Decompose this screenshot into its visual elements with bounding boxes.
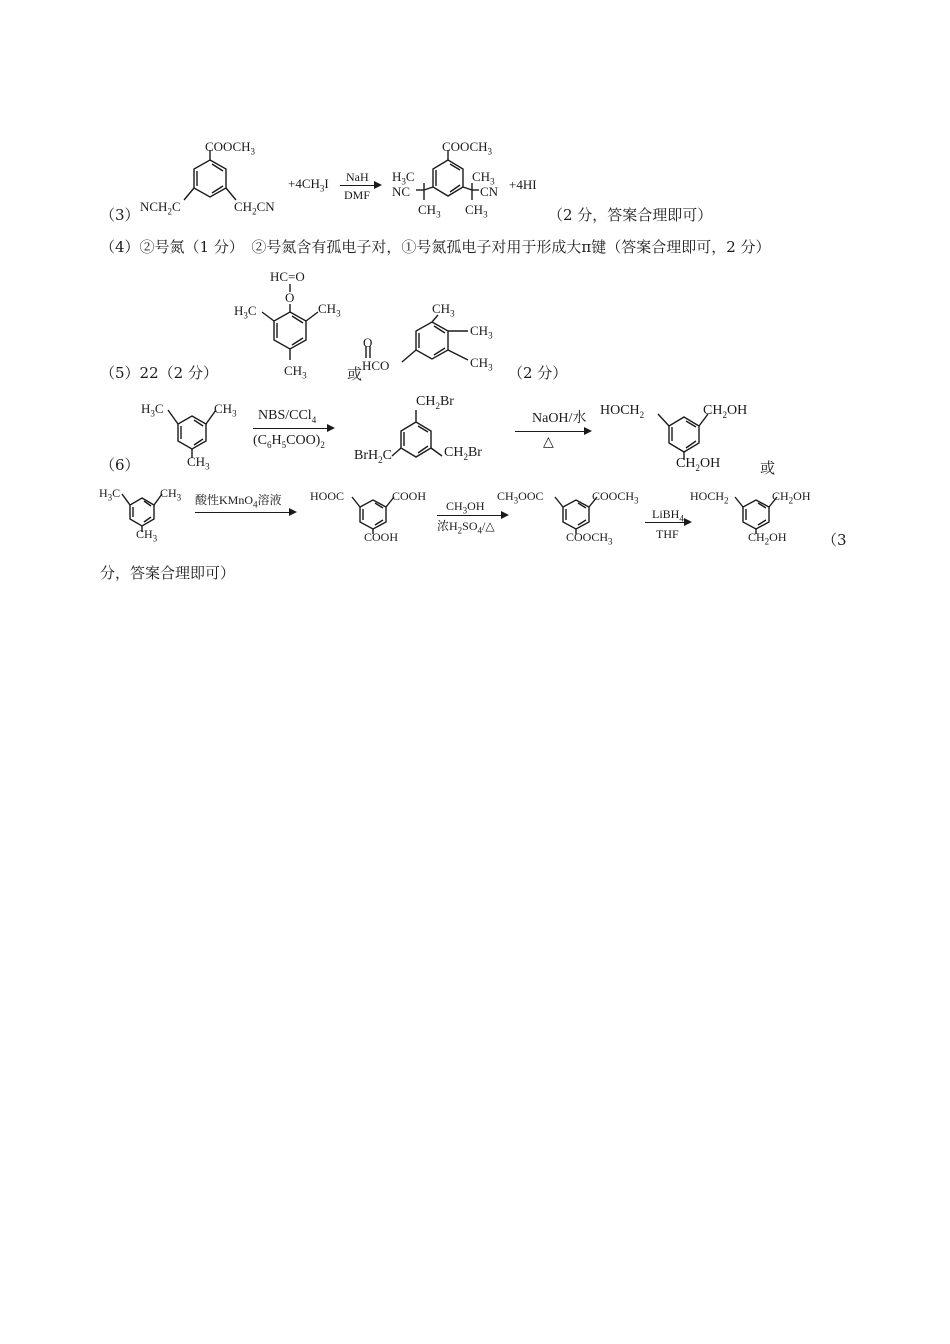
q6-route2-arrow1-top: 酸性KMnO$_4$溶液 <box>195 493 282 510</box>
q3-product-left-methyl-2: $CH_3$ <box>418 202 441 220</box>
q6-route2-arrow3-top: LiBH$_4$ <box>652 507 684 524</box>
q6-route1-start-bottom-methyl: $CH_3$ <box>187 454 210 472</box>
q3-score: （2 分，答案合理即可） <box>548 206 713 224</box>
q6-route1-start-left-methyl: $H_3C$ <box>141 401 164 419</box>
q5-molecule-1-oxygen: O <box>285 290 295 305</box>
q6-route2-acid-bottom: COOH <box>364 530 399 544</box>
q5-or: 或 <box>347 365 363 383</box>
q5-molecule-1-formyl: HC=O <box>270 269 305 284</box>
q3-arrow-top: NaH <box>346 170 369 184</box>
q3-reactant-top-group: $COOCH_3$ <box>205 139 256 157</box>
q6-route2-acid-left: HOOC <box>310 489 345 503</box>
q5-molecule-1-bottom-methyl: $CH_3$ <box>284 363 307 381</box>
q3-product-right-methyl-2: $CH_3$ <box>465 202 488 220</box>
q6-route2-arrow2-bottom: 浓$H_2SO_4/\triangle$ <box>437 519 495 536</box>
q6-route1-tribromide-top: $CH_2Br$ <box>416 394 454 411</box>
q6-route1-tribromide-left: BrH$_2$C <box>354 448 392 465</box>
q5-score: （2 分） <box>508 364 568 382</box>
q6-score-start: （3 <box>822 531 847 549</box>
q6-route1-arrow2-top: NaOH/水 <box>532 411 587 426</box>
q6-route2-triol-right: $CH_2OH$ <box>772 489 811 506</box>
q3-product-left-methyl-1: $H_3C$ <box>392 169 415 187</box>
q3-product-top-group: $COOCH_3$ <box>442 139 493 157</box>
q3-reagent: $+4CH_3I$ <box>288 176 329 194</box>
q6-route1-triol-left: $HOCH_2$ <box>600 403 645 420</box>
q5-molecule-1-right-methyl: $CH_3$ <box>318 301 341 319</box>
q6-route1-or: 或 <box>760 459 776 477</box>
q3-label: （3） <box>100 206 140 224</box>
q3-product-left-cyano: NC <box>392 184 411 199</box>
q5-label: （5）22（2 分） <box>100 364 218 382</box>
q3-reactant-left-group: $NCH_2C$ <box>140 199 181 217</box>
q6-route2-start-right-methyl: $CH_3$ <box>160 486 182 503</box>
q6-route1-triol-right: $CH_2OH$ <box>703 403 748 420</box>
q6-route1-arrow2-bottom: △ <box>543 435 554 450</box>
q6-route2-acid-right: COOH <box>392 489 427 503</box>
q3-product-right-cyano: CN <box>480 184 499 199</box>
q3-byproduct: +4HI <box>509 177 537 192</box>
q5-molecule-2-top-methyl: $CH_3$ <box>432 301 455 319</box>
q6-score-end: 分，答案合理即可） <box>100 564 236 582</box>
q5-molecule-1-left-methyl: $H_3C$ <box>234 303 257 321</box>
q6-route2-arrow2-top: $CH_3OH$ <box>446 499 485 516</box>
q6-route1-arrow1-bottom: $(C_6H_5COO)_2$ <box>253 433 325 450</box>
q5-molecule-2-bottom-methyl: $CH_3$ <box>470 355 493 373</box>
q6-route2-triol-bottom: $CH_2OH$ <box>748 530 787 547</box>
q6-route2-start-left-methyl: $H_3C$ <box>99 486 121 503</box>
q3-reactant-right-group: $CH_2CN$ <box>234 199 275 217</box>
q6-route1-start-right-methyl: $CH_3$ <box>214 401 237 419</box>
q6-route2-arrow3-bottom: THF <box>656 527 679 541</box>
q3-arrow-bottom: DMF <box>344 188 371 202</box>
q5-molecule-2-mid-methyl: $CH_3$ <box>470 323 493 341</box>
q6-route2-ester-left: $CH_3OOC$ <box>497 489 544 506</box>
q6-route2-ester-bottom: $COOCH_3$ <box>566 530 613 547</box>
q6-route2-triol-left: $HOCH_2$ <box>690 489 729 506</box>
q5-molecule-2-formate: HCO <box>362 358 390 373</box>
q6-route1-tribromide-right: $CH_2Br$ <box>444 445 482 462</box>
q6-route1-arrow1-top: NBS/CCl$_4$ <box>258 408 317 425</box>
q3-product-right-methyl-1: $CH_3$ <box>472 169 495 187</box>
q4-answer-text: （4）②号氮（1 分） ②号氮含有孤电子对，①号氮孤电子对用于形成大π键（答案合理即可，2 分） <box>100 238 771 256</box>
q5-molecule-2-carbonyl-oxygen: O <box>363 335 373 350</box>
q6-label: （6） <box>100 456 140 474</box>
q6-route1-triol-bottom: $CH_2OH$ <box>676 456 721 473</box>
q6-route2-start-bottom-methyl: $CH_3$ <box>136 527 158 544</box>
q6-route2-ester-right: $COOCH_3$ <box>592 489 639 506</box>
